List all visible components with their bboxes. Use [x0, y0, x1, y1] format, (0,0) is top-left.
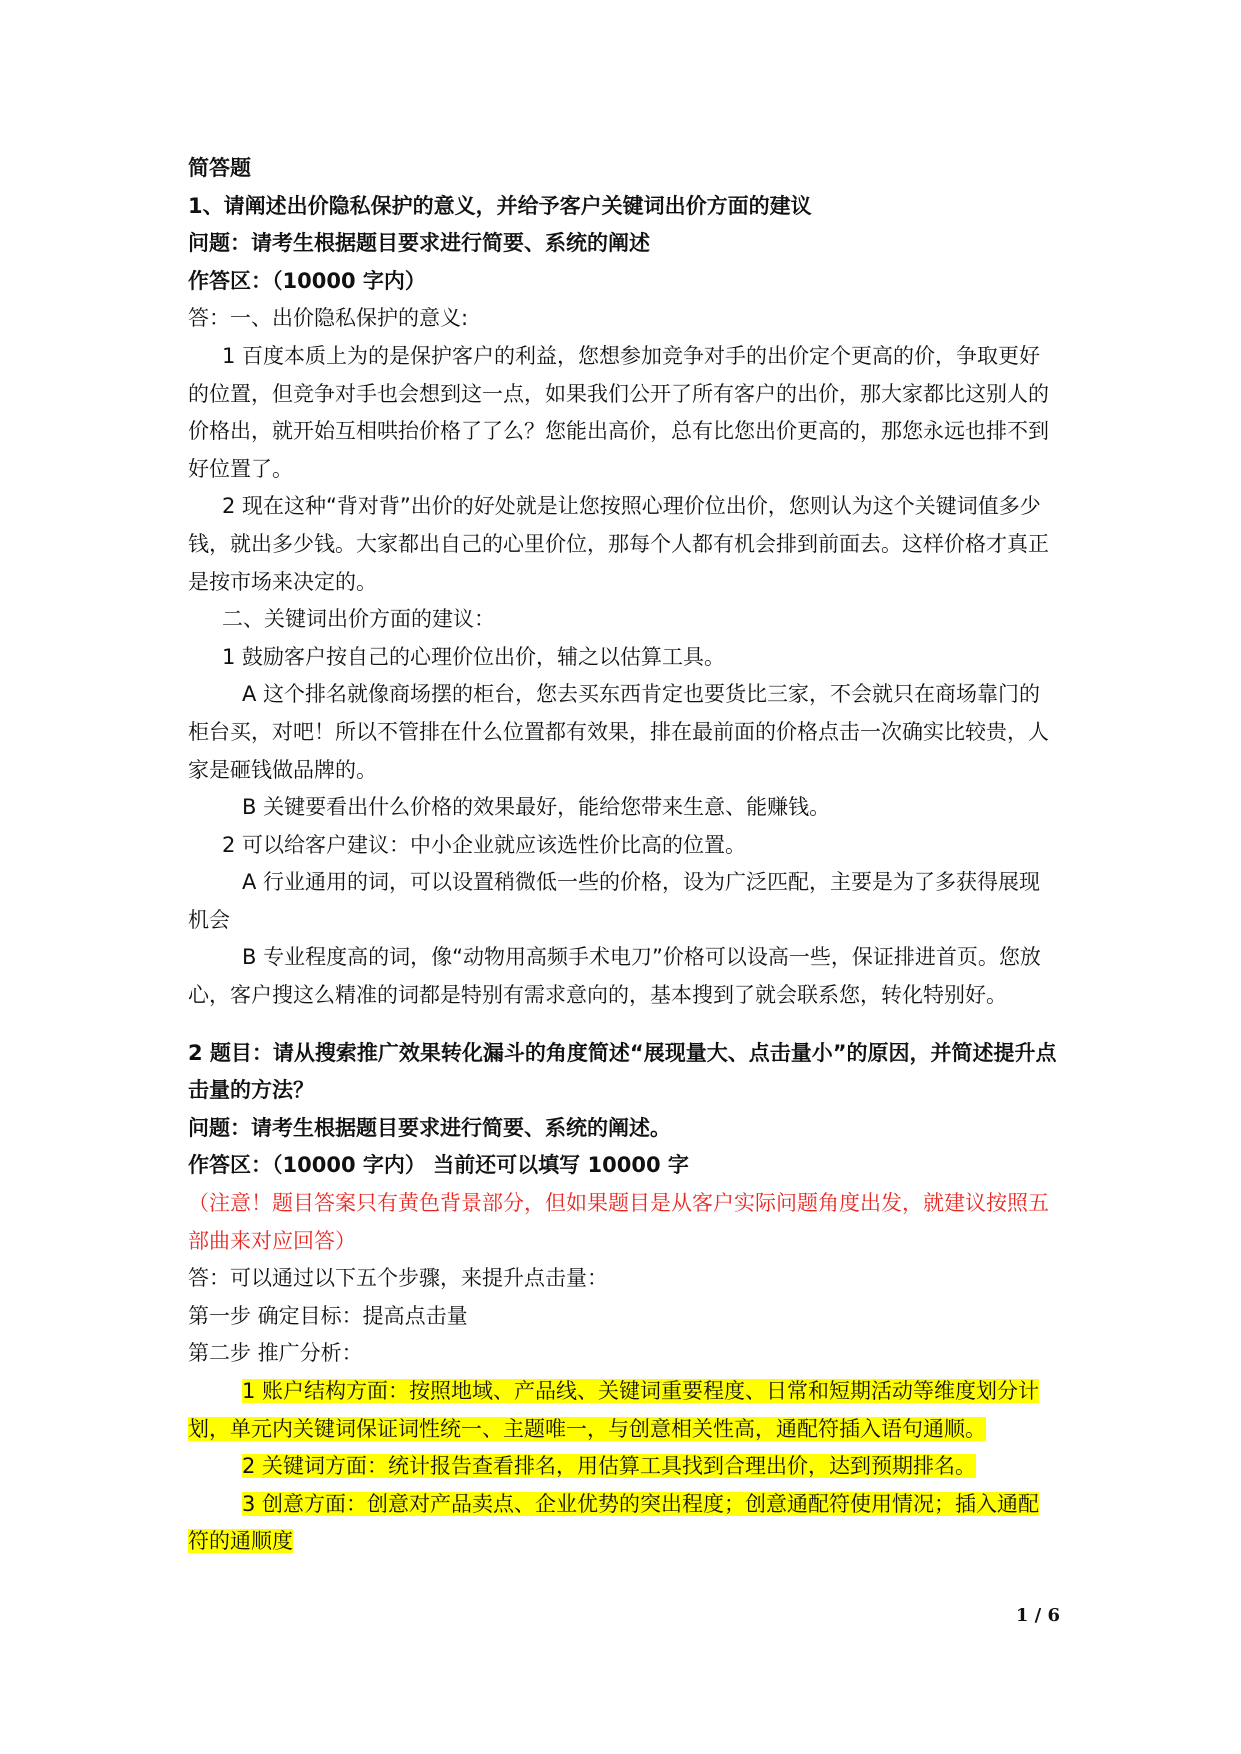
- q1-paragraph-6: B 关键要看出什么价格的效果最好，能给您带来生意、能赚钱。: [242, 795, 831, 820]
- highlighted-text: 3 创意方面：创意对产品卖点、企业优势的突出程度；创意通配符使用情况；插入通配符的通顺度: [188, 1491, 1040, 1554]
- section-gap: [188, 1015, 1058, 1035]
- section-title: 简答题: [188, 156, 251, 180]
- q1-paragraph-2: 2 现在这种“背对背”出价的好处就是让您按照心理价位出价，您则认为这个关键词值多少钱，就出多少钱。大家都出自己的心里价位，那每个人都有机会排到前面去。这样价格才真正是按市场来决定的。: [188, 494, 1049, 594]
- q2-highlight-2: [188, 1448, 1058, 1486]
- q1-paragraph-4: 1 鼓励客户按自己的心理价位出价，辅之以估算工具。: [222, 644, 726, 669]
- q1-answer-intro: 答：一、出价隐私保护的意义:: [188, 306, 469, 331]
- highlighted-text: 1 账户结构方面：按照地域、产品线、关键词重要程度、日常和短期活动等维度划分计划，单元内关键词保证词性统一、主题唯一，与创意相关性高，通配符插入语句通顺。: [188, 1379, 1040, 1441]
- q2-question: 问题：请考生根据题目要求进行简要、系统的阐述。: [188, 1115, 671, 1140]
- q1-paragraph-9: B 专业程度高的词，像“动物用高频手术电刀”价格可以设高一些，保证排进首页。您放心，客户搜这么精准的词都是特别有需求意向的，基本搜到了就会联系您，转化特别好。: [188, 945, 1041, 1008]
- q1-answer-area: 作答区：（10000 字内）: [188, 268, 426, 293]
- q2-answer-area: 作答区：（10000 字内） 当前还可以填写 10000 字: [188, 1153, 689, 1178]
- q1-title: 1、请阐述出价隐私保护的意义，并给予客户关键词出价方面的建议: [188, 193, 812, 218]
- highlighted-text: 2 关键词方面：统计报告查看排名，用估算工具找到合理出价，达到预期排名。: [242, 1454, 977, 1479]
- document-body: [188, 150, 1058, 1561]
- q1-paragraph-3: 二、关键词出价方面的建议：: [222, 607, 495, 632]
- q1-paragraph-1: 1 百度本质上为的是保护客户的利益，您想参加竞争对手的出价定个更高的价，争取更好的位置，但竞争对手也会想到这一点，如果我们公开了所有客户的出价，那大家都比这别人的价格出，就开始互相哄抬价格了了么？您能出高价，总有比您出价更高的，那您永远也排不到好位置了。: [188, 343, 1049, 481]
- page-number: 1 / 6: [1015, 1605, 1060, 1626]
- q2-highlight-3: [188, 1486, 1058, 1561]
- q2-step-2: 第二步 推广分析：: [188, 1341, 363, 1366]
- q2-highlight-1: [188, 1373, 1058, 1448]
- q2-answer-intro: 答：可以通过以下五个步骤，来提升点击量：: [188, 1266, 608, 1291]
- q2-note: （注意！题目答案只有黄色背景部分，但如果题目是从客户实际问题角度出发，就建议按照五部曲来对应回答）: [188, 1191, 1049, 1253]
- q2-step-1: 第一步 确定目标：提高点击量: [188, 1303, 468, 1328]
- q1-paragraph-5: A 这个排名就像商场摆的柜台，您去买东西肯定也要货比三家，不会就只在商场靠门的柜台买，对吧！所以不管排在什么位置都有效果，排在最前面的价格点击一次确实比较贵，人家是砸钱做品牌的。: [188, 682, 1049, 782]
- q2-title: 2 题目：请从搜索推广效果转化漏斗的角度简述“展现量大、点击量小”的原因，并简述提升点击量的方法？: [188, 1040, 1057, 1103]
- q1-paragraph-8: A 行业通用的词，可以设置稍微低一些的价格，设为广泛匹配，主要是为了多获得展现机会: [188, 870, 1041, 932]
- q1-question: 问题：请考生根据题目要求进行简要、系统的阐述: [188, 231, 650, 256]
- q1-paragraph-7: 2 可以给客户建议：中小企业就应该选性价比高的位置。: [222, 832, 747, 857]
